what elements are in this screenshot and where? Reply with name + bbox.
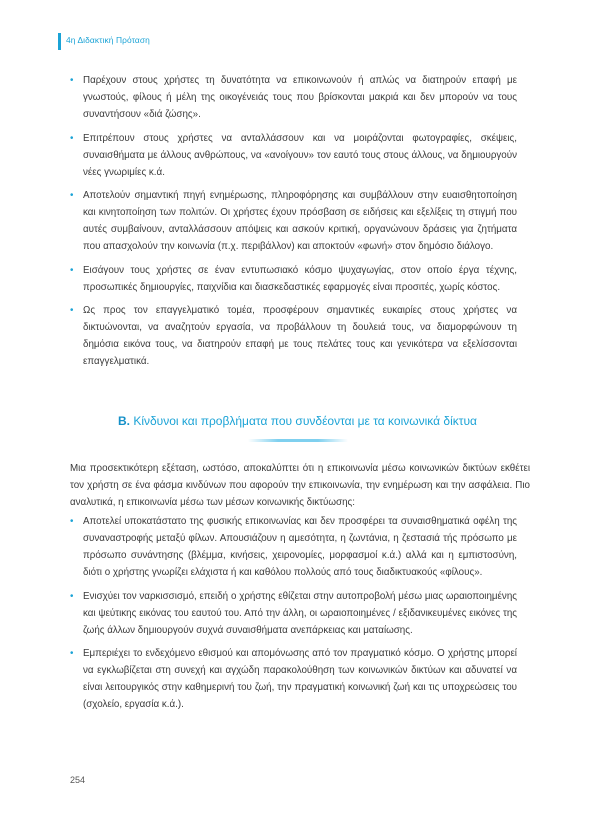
section-title: Κίνδυνοι και προβλήματα που συνδέονται με τα κοινωνικά δίκτυα [133, 414, 477, 428]
list-item [70, 302, 517, 370]
risks-list [70, 513, 517, 720]
section-underline-decoration [248, 439, 348, 442]
bullet-icon: • [70, 590, 74, 602]
list-item [70, 72, 517, 123]
bullet-icon: • [70, 516, 74, 527]
header-accent-bar [58, 33, 61, 50]
list-item [70, 645, 517, 713]
list-item-text: Αποτελούν σημαντική πηγή ενημέρωσης, πληροφόρησης και συμβάλλουν στην ευαισθητοποίηση και κινητοποίηση των πολιτών. Οι χρήστες έχουν πρόσβαση σε ειδήσεις και εξελίξεις τη στιγμή που αυτές συμβαίνουν, ανταλλάσσουν απόψεις και ασκούν κριτική, οργανώνουν δράσεις για ζητήματα που απασχολούν την κοινωνία (π.χ. περιβάλλον) και αποκτούν «φωνή» στον δημόσιο διάλογο. [83, 190, 517, 252]
bullet-icon: • [70, 305, 74, 316]
list-item-text: Εμπεριέχει το ενδεχόμενο εθισμού και απομόνωσης από τον πραγματικό κόσμο. Ο χρήστης μπορεί να εγκλωβίζεται στη συνεχή και αγχώδη παρακολούθηση των κοινωνικών δικτύων και αδυνατεί να είναι λειτουργικός στην καθημερινή του ζωή, την πραγματική κοινωνική ζωή και τις υποχρεώσεις του (σχολείο, εργασία κ.ά.). [83, 648, 517, 710]
advantages-list [70, 72, 517, 377]
list-item [70, 130, 517, 181]
list-item [70, 262, 517, 296]
bullet-icon: • [70, 648, 74, 659]
list-item [70, 187, 517, 255]
list-item-text: Ενισχύει τον ναρκισσισμό, επειδή ο χρήστης εθίζεται στην αυτοπροβολή μέσω μιας ωραιοποιημένης και ψεύτικης εικόνας του εαυτού του. Από την άλλη, οι ωραιοποιημένες / εξιδανικευμένες εικόνες της ζωής άλλων δημιουργούν συχνά συναισθήματα ανεπάρκειας και ματαίωσης. [83, 590, 517, 636]
section-letter: Β. [117, 414, 130, 428]
bullet-icon: • [70, 132, 74, 144]
page-number: 254 [70, 775, 86, 785]
bullet-icon: • [70, 75, 74, 86]
intro-paragraph: Μια προσεκτικότερη εξέταση, ωστόσο, αποκαλύπτει ότι η επικοινωνία μέσω κοινωνικών δικτύων εκθέτει τον χρήστη σε ένα φάσμα κινδύνων που αφορούν την επικοινωνία, την ενημέρωση και την ασφάλεια. Πιο αναλυτικά, η επικοινωνία μέσω των μέσων κοινωνικής δικτύωσης: [70, 463, 530, 508]
list-item [70, 588, 517, 639]
running-header: 4η Διδακτική Πρόταση [66, 35, 150, 45]
list-item-text: Επιτρέπουν στους χρήστες να ανταλλάσσουν και να μοιράζονται φωτογραφίες, σκέψεις, συναισθήματα με άλλους ανθρώπους, να «ανοίγουν» τον εαυτό τους στους άλλους, να δημιουργούν νέες γνωριμίες κ.ά. [83, 132, 517, 178]
bullet-icon: • [70, 264, 74, 276]
list-item-text: Παρέχουν στους χρήστες τη δυνατότητα να επικοινωνούν ή απλώς να διατηρούν επαφή με γνωστούς, φίλους ή μέλη της οικογένειάς τους που βρίσκονται μακριά και δεν μπορούν να τους συναντήσουν «διά ζώσης». [83, 75, 517, 120]
section-heading [0, 414, 595, 428]
bullet-icon: • [70, 190, 74, 201]
list-item-text: Αποτελεί υποκατάστατο της φυσικής επικοινωνίας και δεν προσφέρει τα συναισθηματικά οφέλη της συναναστροφής μεταξύ φίλων. Απουσιάζουν η αμεσότητα, η ζωντάνια, η ζεστασιά τής πρόσωπο με πρόσωπο συνάντησης (βλέμμα, κινήσεις, χειρονομίες, μορφασμοί κ.ά.) αλλά και η εμπιστοσύνη, διότι ο χρήστης γνωρίζει ελάχιστα ή και καθόλου πολλούς από τους διαδικτυακούς «φίλους». [83, 516, 517, 578]
list-item-text: Ως προς τον επαγγελματικό τομέα, προσφέρουν σημαντικές ευκαιρίες στους χρήστες να δικτυώνονται, να αναζητούν εργασία, να προβάλλουν τη δουλειά τους, να διαμορφώνουν τη δημόσια εικόνα τους, να διατηρούν επαφή με τους πελάτες τους και γενικότερα να εξελίσσονται επαγγελματικά. [83, 305, 517, 367]
list-item [70, 513, 517, 581]
list-item-text: Εισάγουν τους χρήστες σε έναν εντυπωσιακό κόσμο ψυχαγωγίας, στον οποίο έργα τέχνης, προσωπικές δημιουργίες, παιχνίδια και διασκεδαστικές εφαρμογές είναι προσιτές, χωρίς κόστος. [83, 264, 517, 293]
